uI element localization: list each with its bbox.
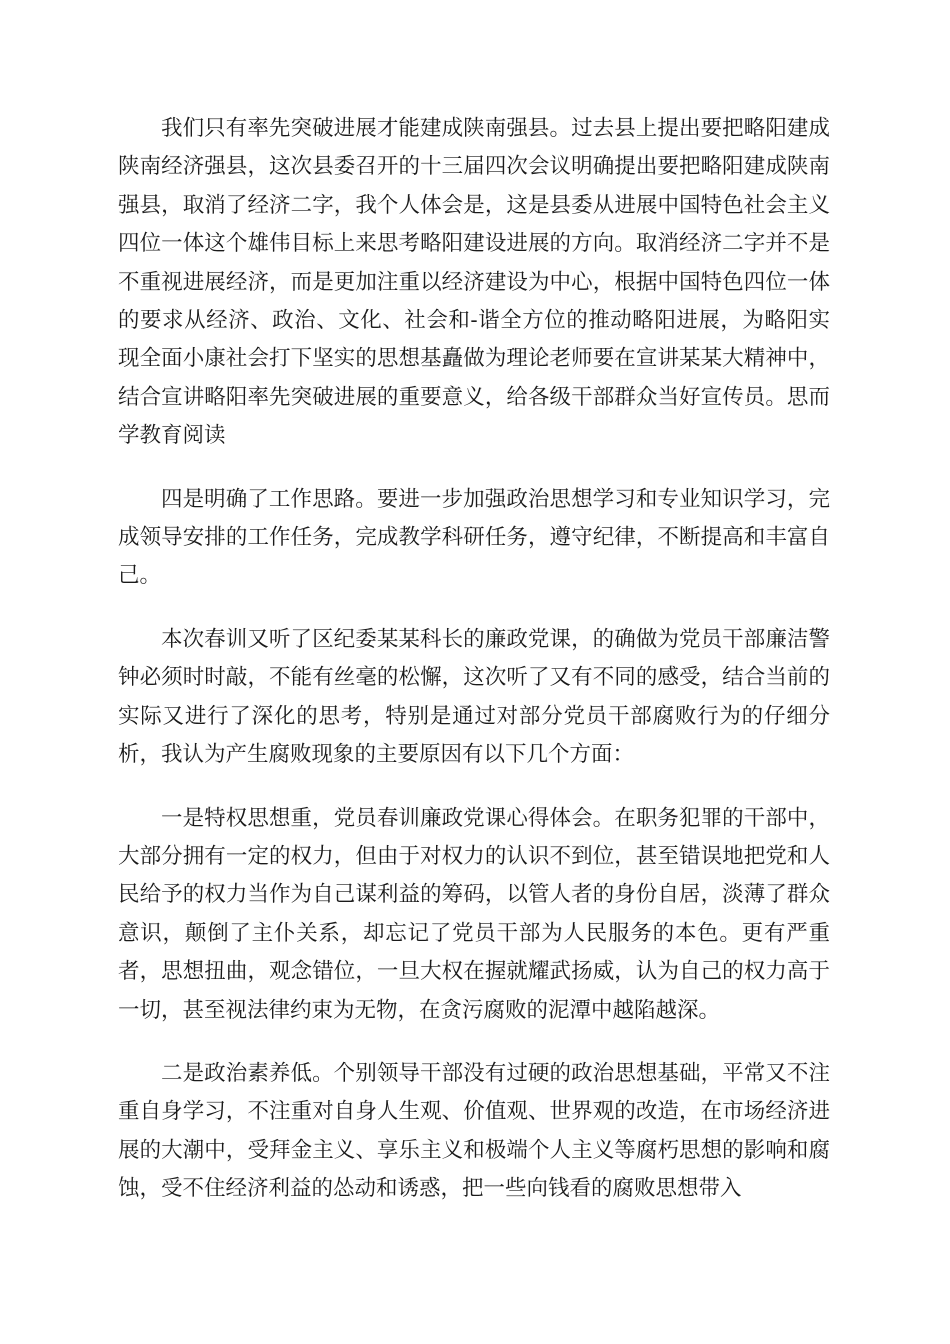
paragraph-4: 一是特权思想重，党员春训廉政党课心得体会。在职务犯罪的干部中，大部分拥有一定的权力，但由于对权力的认识不到位，甚至错误地把党和人民给予的权力当作为自己谋利益的筹码，以管人者的身份自居，淡薄了群众意识，颠倒了主仆关系，却忘记了党员干部为人民服务的本色。更有严重者，思想扭曲，观念错位，一旦大权在握就耀武扬威，认为自己的权力高于一切，甚至视法律约束为无物，在贪污腐败的泥潭中越陷越深。 bbox=[118, 805, 830, 1023]
document-page bbox=[118, 110, 830, 1234]
paragraph-1: 我们只有率先突破进展才能建成陕南强县。过去县上提出要把略阳建成陕南经济强县，这次县委召开的十三届四次会议明确提出要把略阳建成陕南强县，取消了经济二字，我个人体会是，这是县委从进展中国特色社会主义四位一体这个雄伟目标上来思考略阳建设进展的方向。取消经济二字并不是不重视进展经济，而是更加注重以经济建设为中心，根据中国特色四位一体的要求从经济、政治、文化、社会和-谐全方位的推动略阳进展，为略阳实现全面小康社会打下坚实的思想基矗做为理论老师要在宣讲某某大精神中，结合宣讲略阳率先突破进展的重要意义，给各级干部群众当好宣传员。思而学教育阅读 bbox=[118, 116, 830, 449]
paragraph-5: 二是政治素养低。个别领导干部没有过硬的政治思想基础，平常又不注重自身学习，不注重对自身人生观、价值观、世界观的改造，在市场经济进展的大潮中，受拜金主义、享乐主义和极端个人主义等腐朽思想的影响和腐蚀，受不住经济利益的怂动和诱惑，把一些向钱看的腐败思想带入 bbox=[118, 1060, 830, 1202]
paragraph-3: 本次春训又听了区纪委某某科长的廉政党课，的确做为党员干部廉洁警钟必须时时敲，不能有丝毫的松懈，这次听了又有不同的感受，结合当前的实际又进行了深化的思考，特别是通过对部分党员干部腐败行为的仔细分析，我认为产生腐败现象的主要原因有以下几个方面： bbox=[118, 626, 830, 768]
paragraph-2: 四是明确了工作思路。要进一步加强政治思想学习和专业知识学习，完成领导安排的工作任务，完成教学科研任务，遵守纪律，不断提高和丰富自己。 bbox=[118, 486, 830, 589]
